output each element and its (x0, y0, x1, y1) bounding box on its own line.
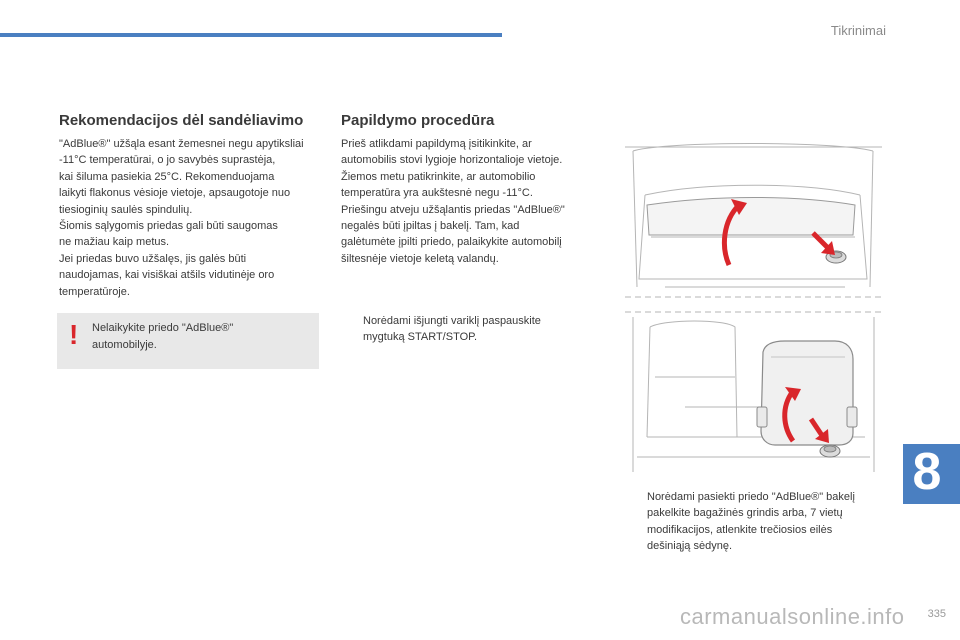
paragraph-line: galėtumėte įpilti priedo, palaikykite automobilį (341, 236, 562, 249)
paragraph-line: Žiemos metu patikrinkite, ar automobilio (341, 170, 536, 183)
page-number: 335 (927, 608, 946, 620)
paragraph-line: šiltesnėje vietoje keletą valandų. (341, 252, 499, 265)
paragraph-line: "AdBlue®" užšąla esant žemesnei negu apytiksliai (59, 138, 304, 150)
paragraph-line: temperatūra yra aukštesnė negu -11°C. (341, 187, 533, 200)
paragraph-line: kai šiluma pasiekia 25°C. Rekomenduojama (59, 170, 275, 183)
warning-line: automobilyje. (92, 339, 157, 351)
trunk-illustration-graphic (625, 137, 882, 480)
step-line: mygtuką START/STOP. (363, 331, 478, 344)
step-access-tank (625, 489, 925, 559)
paragraph-line: Priešingu atveju užšąlantis priedas "AdBlue®" (341, 203, 565, 216)
step-line: Norėdami pasiekti priedo "AdBlue®" bakelį (647, 491, 855, 503)
paragraph-line: Prieš atlikdami papildymą įsitikinkite, ar (341, 138, 532, 150)
paragraph-line: negalės būti įpiltas į bakelį. Tam, kad (341, 220, 520, 233)
trunk-illustration (625, 137, 882, 480)
section-title: Tikrinimai (830, 23, 886, 38)
step-line: dešiniąją sėdynę. (647, 540, 733, 553)
paragraph-line: -11°C temperatūrai, o jo savybės suprastėja, (59, 154, 276, 167)
step-line: Norėdami išjungti variklį paspauskite (363, 315, 541, 327)
chapter-number: 8 (912, 443, 942, 501)
paragraph-line: laikyti flakonus vėsioje vietoje, apsaugotoje nuo (59, 187, 291, 200)
warning-box (57, 313, 319, 369)
watermark: carmanualsonline.info (680, 604, 905, 629)
header-accent-bar (0, 33, 502, 37)
refill-paragraph (341, 136, 603, 267)
paragraph-line: naudojamas, kai visiškai atšils vidutinėje oro (59, 269, 275, 282)
paragraph-line: Šiomis sąlygomis priedas gali būti saugomas (59, 220, 278, 233)
step-line: modifikacijos, atlenkite trečiosios eilės (647, 523, 833, 536)
warning-text (92, 320, 233, 354)
storage-heading: Rekomendacijos dėl sandėliavimo (59, 112, 304, 129)
warning-icon: ! (69, 319, 79, 350)
paragraph-line: automobilis stovi lygioje horizontalioje vietoje. (341, 154, 563, 167)
warning-line: Nelaikykite priedo "AdBlue®" (92, 322, 234, 334)
step-stop-engine (341, 313, 601, 353)
paragraph-line: tiesioginių saulės spindulių. (59, 203, 193, 216)
paragraph-line: temperatūroje. (59, 285, 130, 298)
step-line: pakelkite bagažinės grindis arba, 7 vietų (647, 507, 843, 520)
paragraph-line: ne mažiau kaip metus. (59, 236, 170, 249)
storage-paragraph (59, 136, 321, 300)
paragraph-line: Jei priedas buvo užšalęs, jis galės būti (59, 252, 247, 265)
refill-heading: Papildymo procedūra (341, 112, 495, 129)
